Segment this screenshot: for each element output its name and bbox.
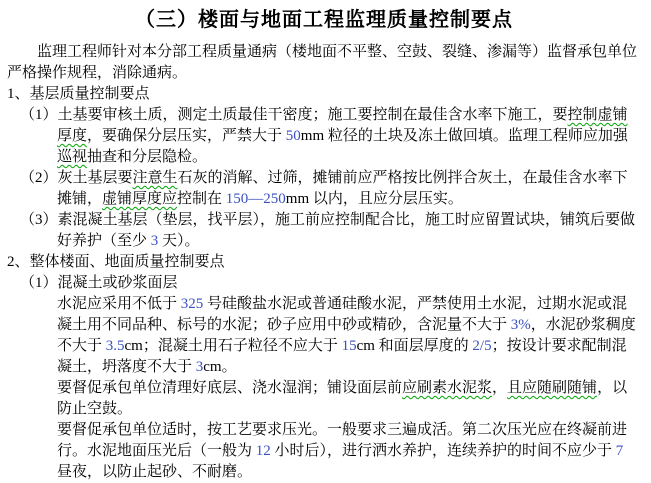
text-segment: ，水泥砂浆稠度不大于 [57,317,636,354]
intro-paragraph [7,42,641,84]
spellcheck-flagged-text: 且应随刷随铺 [507,380,598,396]
number-text: 150—250 [222,191,286,207]
text-segment: 号硅酸盐水泥或普通硅酸水泥，严禁使用土水泥，过期水泥或混凝土用不同品种、标号的水泥；砂子应用中砂或精砂，含泥量不大于 [57,296,628,333]
text-segment: 1、基层质量控制要点 [7,86,150,102]
text-segment: 小时后），进行洒水养护，连续养护的时间不应少于 [274,443,613,459]
text-segment: 监理工程师针对本分部工程质量通病（楼地面不平整、空鼓、裂缝、渗漏等）监督承包单位严格操作规程，消除通病。 [7,44,638,81]
item-1-1 [20,105,641,168]
number-text: 3% [507,317,531,333]
text-segment: 抽查和分层隐检。 [87,149,208,165]
spellcheck-flagged-text: 控制虚铺厚度 [57,107,628,144]
text-segment: 要督促承包单位适时，按工艺要求压光。一般要求三遍成活。第二次压光应在终凝前进行。水泥地面压光后（一般为 [57,422,628,459]
section-2-heading [7,252,641,273]
text-segment: mm 粒径的土块及冻土做回填。监理工程师应加强 [300,128,628,144]
document-body [7,42,641,483]
text-segment: ，以防止空鼓。 [57,380,628,417]
paragraph-pressing-curing [57,420,641,483]
text-segment: cm。 [203,359,237,375]
text-segment: （1）土基要审核土质，测定土质最佳干密度；施工要控制在最佳含水率下施工，要 [20,107,568,123]
spellcheck-flagged-text: 注意生 [132,170,178,186]
text-segment: （3）素混凝土基层（垫层，找平层），施工前应控制配合比，施工时应留置试块，铺筑后要做好养护（至少 [20,212,636,249]
text-segment: 控制在 [177,191,223,207]
spellcheck-flagged-text: 应刷素水泥浆 [402,380,493,396]
text-segment: ，要确保分层压实，严禁大于 [87,128,283,144]
text-segment: cm；混凝土用石子粒径不应大于 [124,338,338,354]
text-segment: （2）灰土基层要 [20,170,133,186]
section-1-heading [7,84,641,105]
number-text: 3 [192,359,204,375]
text-segment: cm 和面层厚度的 [356,338,469,354]
text-segment: ；按设计要求配制混凝土，坍落度不大于 [57,338,627,375]
number-text: 12 [252,443,275,459]
number-text: 50 [282,128,301,144]
number-text: 3.5 [102,338,125,354]
spellcheck-flagged-text: 虚铺厚度应 [102,191,178,207]
number-text: 15 [337,338,357,354]
text-segment: mm 以内，且应分层压实。 [285,191,463,207]
item-1-2 [20,168,641,210]
number-text: 2/5 [468,338,492,354]
text-segment: 要督促承包单位清理好底层、浇水湿润；铺设面层前 [57,380,403,396]
text-segment: 石灰的消解、过筛，摊铺前应严格按比例拌合灰土，在最佳含水率下摊铺， [57,170,628,207]
spellcheck-flagged-text: 巡视 [57,149,88,165]
text-segment: 昼夜，以防止起砂、不耐磨。 [57,464,253,480]
text-segment: （1）混凝土或砂浆面层 [20,275,178,291]
document-title: （三）楼面与地面工程监理质量控制要点 [135,9,513,31]
paragraph-cement-requirements [57,294,641,378]
text-segment: 2、整体楼面、地面质量控制要点 [7,254,225,270]
number-text: 7 [612,443,624,459]
item-1-3 [20,210,641,252]
text-segment: 天）。 [162,233,200,249]
number-text: 325 [177,296,208,312]
text-segment: ， [492,380,508,396]
text-segment: 水泥应采用不低于 [57,296,178,312]
item-2-1-heading [20,273,641,294]
number-text: 3 [147,233,163,249]
paragraph-base-cleaning [57,378,641,420]
